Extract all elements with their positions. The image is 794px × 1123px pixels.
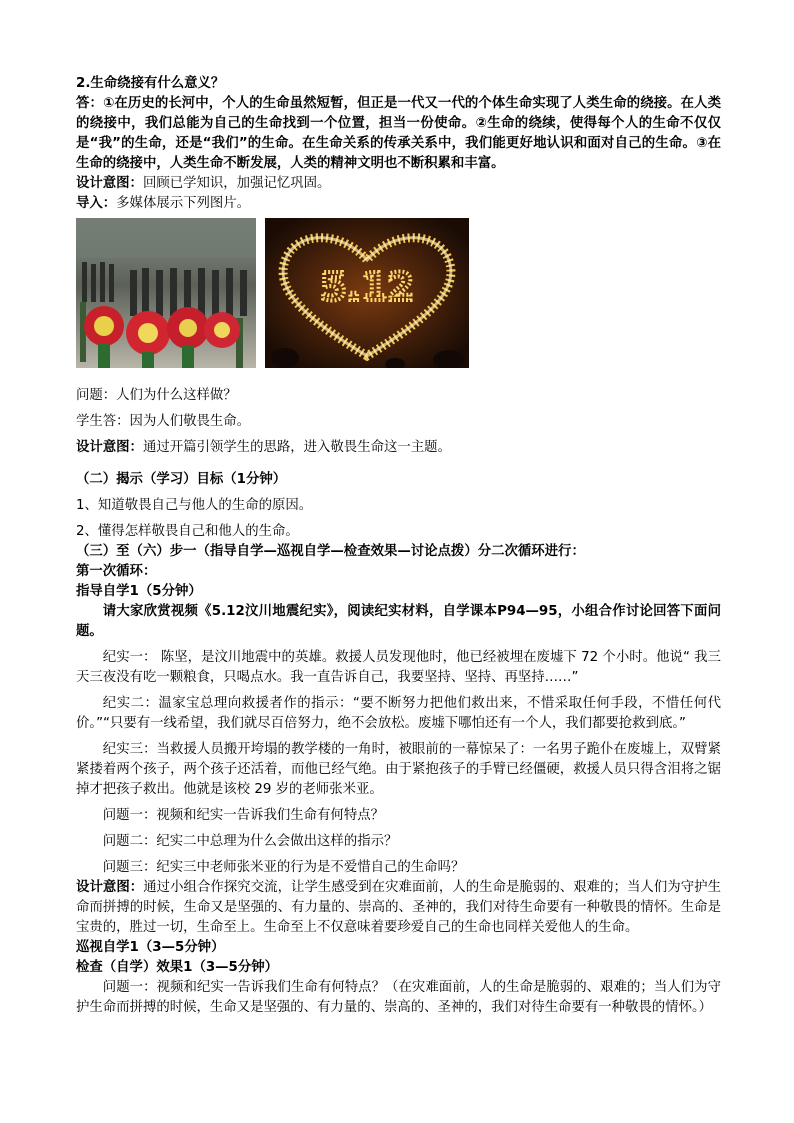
candle-text: 5.12 [320, 265, 414, 309]
guide-heading: 指导自学1（5分钟） [76, 584, 202, 599]
wreath-ceremony-photo [76, 218, 256, 368]
photo-row [76, 218, 721, 376]
question-item: 问题一：视频和纪实一告诉我们生命有何特点？ [102, 808, 384, 823]
design-label: 设计意图： [76, 176, 143, 191]
design-text: 通过小组合作探究交流，让学生感受到在灾难面前，人的生命是脆弱的、艰难的；当人们为守护生命而拼搏的时候，生命又是坚强的、有力量的、崇高的、圣神的，我们对待生命要有一种敬畏的情怀。生命是宝贵的，胜过一切，生命至上。生命至上不仅意味着要珍爱自己的生命也同样关爱他人的生命。 [76, 880, 722, 935]
section-title: 2.生命绕接有什么意义？ [76, 76, 225, 91]
intro-line [76, 194, 721, 214]
record-1: 纪实一： 陈坚，是汶川地震中的英雄。救援人员发现他时，他已经被埋在废墟下 72 个小时。他说“ 我三天三夜没有吃一颗粮食，只喝点水。我一直告诉自己，我要坚持、坚持、再坚持……” [76, 650, 721, 685]
goals-heading: （二）揭示（学习）目标（1分钟） [76, 472, 287, 487]
design-text: 回顾已学知识，加强记忆巩固。 [142, 176, 331, 191]
design-label: 设计意图： [76, 440, 143, 455]
record-2: 纪实二：温家宝总理向救援者作的指示：“要不断努力把他们救出来，不惜采取任何手段，不惜任何代价。”“只要有一线希望，我们就尽百倍努力，绝不会放松。废墟下哪怕还有一个人，我们都要抢救到底。” [76, 696, 721, 731]
design-label: 设计意图： [76, 880, 144, 895]
design-intent-1 [76, 174, 721, 194]
intro-text: 多媒体展示下列图片。 [116, 196, 251, 211]
design-intent-2 [76, 438, 721, 458]
design-intent-3 [76, 878, 721, 938]
question-line: 问题：人们为什么这样做？ [76, 388, 237, 403]
cycle-heading: 第一次循环： [76, 564, 157, 579]
design-text: 通过开篇引领学生的思路，进入敬畏生命这一主题。 [142, 440, 451, 455]
question-item: 问题三：纪实三中老师张米亚的行为是不爱惜自己的生命吗？ [102, 860, 465, 875]
guide-text: 请大家欣赏视频《5.12汶川地震纪实》，阅读纪实材料，自学课本P94—95，小组合作讨论回答下面问题。 [76, 604, 721, 639]
intro-label: 导入： [76, 196, 117, 211]
candle-heart-photo [265, 218, 469, 368]
check-answer: 问题一：视频和纪实一告诉我们生命有何特点？（在灾难面前，人的生命是脆弱的、艰难的；当人们为守护生命而拼搏的时候，生命又是坚强的、有力量的、崇高的、圣神的，我们对待生命要有一种敬畏的情怀。） [76, 980, 721, 1015]
student-answer-line: 学生答：因为人们敬畏生命。 [76, 414, 251, 429]
goal-item: 2、懂得怎样敬畏自己和他人的生命。 [76, 524, 299, 539]
patrol-heading: 巡视自学1（3—5分钟） [76, 940, 225, 955]
document-page [76, 74, 721, 1018]
record-3: 纪实三：当救援人员搬开垮塌的教学楼的一角时，被眼前的一幕惊呆了：一名男子跪仆在废墟上，双臂紧紧搂着两个孩子，两个孩子还活着，而他已经气绝。由于紧抱孩子的手臂已经僵硬，救援人员只得含泪将之锯掉才把孩子救出。他就是该校 29 岁的老师张米亚。 [76, 742, 721, 797]
section-answer: 答：①在历史的长河中，个人的生命虽然短暂，但正是一代又一代的个体生命实现了人类生命的绕接。在人类的绕接中，我们总能为自己的生命找到一个位置，担当一份使命。②生命的绕续，使得每个人的生命不仅仅是“我”的生命，还是“我们”的生命。在生命关系的传承关系中，我们能更好地认识和面对自己的生命。③在生命的绕接中，人类生命不断发展，人类的精神文明也不断积累和丰富。 [76, 96, 721, 171]
goal-item: 1、知道敬畏自己与他人的生命的原因。 [76, 498, 313, 513]
check-heading: 检查（自学）效果1（3—5分钟） [76, 960, 279, 975]
question-item: 问题二：纪实二中总理为什么会做出这样的指示？ [102, 834, 398, 849]
steps-heading: （三）至（六）步一（指导自学—巡视自学—检查效果—讨论点拨）分二次循环进行： [76, 544, 585, 559]
